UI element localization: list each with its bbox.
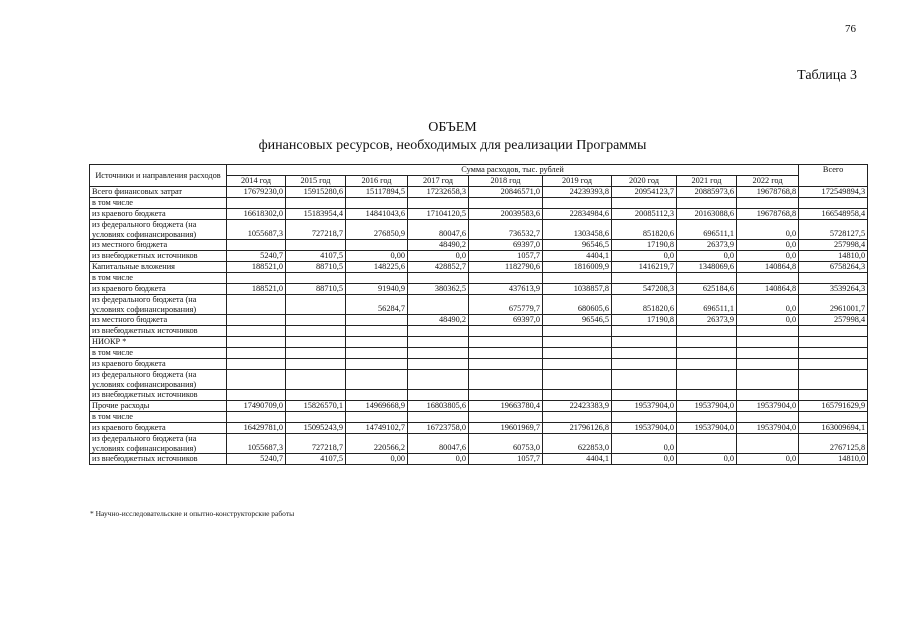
year-header: 2016 год xyxy=(346,176,408,187)
value-cell: 56284,7 xyxy=(346,295,408,315)
value-cell: 5240,7 xyxy=(227,251,286,262)
value-cell xyxy=(469,390,543,401)
total-cell: 257998,4 xyxy=(799,315,868,326)
value-cell xyxy=(612,390,677,401)
value-cell: 0,0 xyxy=(737,240,799,251)
value-cell: 16429781,0 xyxy=(227,423,286,434)
value-cell: 15095243,9 xyxy=(286,423,346,434)
value-cell xyxy=(227,337,286,348)
value-cell: 15915280,6 xyxy=(286,187,346,198)
value-cell xyxy=(737,273,799,284)
total-cell: 166548958,4 xyxy=(799,209,868,220)
value-cell xyxy=(346,412,408,423)
value-cell: 0,0 xyxy=(677,251,737,262)
value-cell: 16723758,0 xyxy=(408,423,469,434)
value-cell xyxy=(286,359,346,370)
value-cell xyxy=(286,370,346,390)
value-cell xyxy=(737,412,799,423)
value-cell: 4404,1 xyxy=(543,251,612,262)
value-cell: 428852,7 xyxy=(408,262,469,273)
value-cell: 22834984,6 xyxy=(543,209,612,220)
value-cell xyxy=(346,315,408,326)
row-label: из краевого бюджета xyxy=(90,284,227,295)
value-cell: 19678768,8 xyxy=(737,209,799,220)
value-cell: 19601969,7 xyxy=(469,423,543,434)
value-cell xyxy=(612,273,677,284)
row-label: из федерального бюджета (на условиях софинансирования) xyxy=(90,295,227,315)
value-cell xyxy=(408,412,469,423)
document-title: ОБЪЕМ xyxy=(428,120,477,135)
value-cell xyxy=(737,359,799,370)
value-cell xyxy=(227,390,286,401)
table-row xyxy=(90,390,868,401)
value-cell: 19537904,0 xyxy=(612,423,677,434)
value-cell xyxy=(677,359,737,370)
value-cell: 48490,2 xyxy=(408,240,469,251)
value-cell: 17232658,3 xyxy=(408,187,469,198)
value-cell xyxy=(543,348,612,359)
value-cell xyxy=(677,337,737,348)
value-cell xyxy=(677,370,737,390)
value-cell: 19537904,0 xyxy=(677,401,737,412)
row-label: из внебюджетных источников xyxy=(90,326,227,337)
value-cell: 1182790,6 xyxy=(469,262,543,273)
value-cell: 380362,5 xyxy=(408,284,469,295)
table-row xyxy=(90,359,868,370)
value-cell: 17679230,0 xyxy=(227,187,286,198)
value-cell: 14969668,9 xyxy=(346,401,408,412)
value-cell: 15117894,5 xyxy=(346,187,408,198)
value-cell xyxy=(286,273,346,284)
value-cell: 19678768,8 xyxy=(737,187,799,198)
page-number: 76 xyxy=(845,23,856,35)
table-row xyxy=(90,284,868,295)
table-row xyxy=(90,401,868,412)
value-cell xyxy=(227,240,286,251)
value-cell xyxy=(286,315,346,326)
value-cell: 1057,7 xyxy=(469,454,543,465)
table-row xyxy=(90,198,868,209)
value-cell xyxy=(408,359,469,370)
value-cell xyxy=(543,337,612,348)
value-cell: 14841043,6 xyxy=(346,209,408,220)
row-label: из внебюджетных источников xyxy=(90,390,227,401)
value-cell xyxy=(346,326,408,337)
total-cell xyxy=(799,337,868,348)
value-cell: 1348069,6 xyxy=(677,262,737,273)
value-cell xyxy=(346,198,408,209)
value-cell xyxy=(227,295,286,315)
row-label: из краевого бюджета xyxy=(90,209,227,220)
value-cell xyxy=(286,337,346,348)
value-cell: 437613,9 xyxy=(469,284,543,295)
value-cell: 1055687,3 xyxy=(227,220,286,240)
value-cell: 0,0 xyxy=(612,251,677,262)
value-cell: 80047,6 xyxy=(408,434,469,454)
table-body xyxy=(90,187,868,465)
value-cell: 0,0 xyxy=(408,454,469,465)
value-cell xyxy=(612,370,677,390)
table-row xyxy=(90,240,868,251)
value-cell xyxy=(612,412,677,423)
total-cell xyxy=(799,359,868,370)
budget-table xyxy=(89,164,868,465)
value-cell: 19537904,0 xyxy=(612,401,677,412)
table-row xyxy=(90,315,868,326)
value-cell: 91940,9 xyxy=(346,284,408,295)
value-cell: 96546,5 xyxy=(543,315,612,326)
value-cell xyxy=(677,198,737,209)
year-header: 2022 год xyxy=(737,176,799,187)
value-cell: 26373,9 xyxy=(677,240,737,251)
value-cell: 0,0 xyxy=(612,454,677,465)
value-cell xyxy=(737,370,799,390)
row-label: Капитальные вложения xyxy=(90,262,227,273)
value-cell xyxy=(677,348,737,359)
value-cell xyxy=(227,198,286,209)
value-cell: 22423383,9 xyxy=(543,401,612,412)
total-cell: 2767125,8 xyxy=(799,434,868,454)
value-cell: 15183954,4 xyxy=(286,209,346,220)
row-label: из краевого бюджета xyxy=(90,359,227,370)
value-cell: 0,0 xyxy=(677,454,737,465)
value-cell xyxy=(543,412,612,423)
value-cell: 17490709,0 xyxy=(227,401,286,412)
year-header: 2019 год xyxy=(543,176,612,187)
value-cell xyxy=(286,198,346,209)
table-row xyxy=(90,295,868,315)
value-cell xyxy=(469,198,543,209)
value-cell xyxy=(469,337,543,348)
value-cell xyxy=(408,348,469,359)
value-cell: 88710,5 xyxy=(286,284,346,295)
value-cell xyxy=(346,273,408,284)
value-cell: 0,0 xyxy=(612,434,677,454)
value-cell: 17190,8 xyxy=(612,240,677,251)
row-label: в том числе xyxy=(90,198,227,209)
total-cell: 165791629,9 xyxy=(799,401,868,412)
value-cell xyxy=(469,359,543,370)
value-cell xyxy=(408,337,469,348)
total-cell xyxy=(799,390,868,401)
value-cell: 17190,8 xyxy=(612,315,677,326)
value-cell: 69397,0 xyxy=(469,315,543,326)
value-cell xyxy=(469,326,543,337)
value-cell: 148225,6 xyxy=(346,262,408,273)
total-cell xyxy=(799,348,868,359)
value-cell xyxy=(469,348,543,359)
value-cell: 24239393,8 xyxy=(543,187,612,198)
row-label: из местного бюджета xyxy=(90,315,227,326)
value-cell xyxy=(227,315,286,326)
row-label: Прочие расходы xyxy=(90,401,227,412)
row-label: из внебюджетных источников xyxy=(90,454,227,465)
value-cell: 0,00 xyxy=(346,454,408,465)
value-cell xyxy=(227,273,286,284)
total-cell xyxy=(799,412,868,423)
value-cell xyxy=(543,370,612,390)
value-cell xyxy=(737,326,799,337)
total-cell: 163009694,1 xyxy=(799,423,868,434)
value-cell xyxy=(677,412,737,423)
value-cell xyxy=(737,434,799,454)
table-row xyxy=(90,348,868,359)
total-cell xyxy=(799,198,868,209)
value-cell: 696511,1 xyxy=(677,295,737,315)
row-label: в том числе xyxy=(90,273,227,284)
value-cell xyxy=(346,370,408,390)
value-cell: 1057,7 xyxy=(469,251,543,262)
value-cell: 1038857,8 xyxy=(543,284,612,295)
table-row xyxy=(90,187,868,198)
year-header: 2020 год xyxy=(612,176,677,187)
value-cell xyxy=(227,348,286,359)
total-cell: 3539264,3 xyxy=(799,284,868,295)
value-cell: 680605,6 xyxy=(543,295,612,315)
value-cell xyxy=(543,390,612,401)
value-cell xyxy=(677,326,737,337)
value-cell xyxy=(286,295,346,315)
value-cell xyxy=(677,273,737,284)
value-cell xyxy=(543,198,612,209)
row-label: НИОКР * xyxy=(90,337,227,348)
year-header: 2018 год xyxy=(469,176,543,187)
value-cell xyxy=(346,359,408,370)
row-label: Всего финансовых затрат xyxy=(90,187,227,198)
total-cell: 5728127,5 xyxy=(799,220,868,240)
year-header: 2017 год xyxy=(408,176,469,187)
value-cell xyxy=(286,412,346,423)
value-cell: 4404,1 xyxy=(543,454,612,465)
value-cell: 14749102,7 xyxy=(346,423,408,434)
value-cell xyxy=(612,198,677,209)
value-cell: 727218,7 xyxy=(286,434,346,454)
value-cell: 21796126,8 xyxy=(543,423,612,434)
value-cell: 140864,8 xyxy=(737,284,799,295)
value-cell xyxy=(737,390,799,401)
value-cell: 188521,0 xyxy=(227,284,286,295)
value-cell xyxy=(737,337,799,348)
value-cell: 622853,0 xyxy=(543,434,612,454)
value-cell: 696511,1 xyxy=(677,220,737,240)
value-cell: 20846571,0 xyxy=(469,187,543,198)
value-cell xyxy=(612,359,677,370)
row-label: из федерального бюджета (на условиях софинансирования) xyxy=(90,434,227,454)
value-cell: 625184,6 xyxy=(677,284,737,295)
value-cell: 20085112,3 xyxy=(612,209,677,220)
total-cell: 257998,4 xyxy=(799,240,868,251)
table-label: Таблица 3 xyxy=(797,68,857,83)
table-row xyxy=(90,454,868,465)
value-cell: 276850,9 xyxy=(346,220,408,240)
value-cell xyxy=(227,412,286,423)
value-cell xyxy=(408,370,469,390)
value-cell: 727218,7 xyxy=(286,220,346,240)
value-cell xyxy=(227,359,286,370)
value-cell: 0,0 xyxy=(737,315,799,326)
value-cell: 0,0 xyxy=(737,220,799,240)
value-cell xyxy=(227,370,286,390)
value-cell xyxy=(286,348,346,359)
value-cell: 0,0 xyxy=(737,295,799,315)
value-cell xyxy=(737,348,799,359)
value-cell: 1055687,3 xyxy=(227,434,286,454)
value-cell xyxy=(677,390,737,401)
row-label: из федерального бюджета (на условиях софинансирования) xyxy=(90,220,227,240)
value-cell: 17104120,5 xyxy=(408,209,469,220)
value-cell: 80047,6 xyxy=(408,220,469,240)
value-cell: 736532,7 xyxy=(469,220,543,240)
value-cell: 19537904,0 xyxy=(737,401,799,412)
value-cell: 88710,5 xyxy=(286,262,346,273)
row-label: в том числе xyxy=(90,412,227,423)
total-cell: 172549894,3 xyxy=(799,187,868,198)
header-total: Всего xyxy=(799,165,868,187)
header-sum: Сумма расходов, тыс. рублей xyxy=(227,165,799,176)
table-row xyxy=(90,209,868,220)
value-cell xyxy=(612,326,677,337)
value-cell: 19537904,0 xyxy=(677,423,737,434)
value-cell: 20163088,6 xyxy=(677,209,737,220)
row-label: из краевого бюджета xyxy=(90,423,227,434)
row-label: из федерального бюджета (на условиях софинансирования) xyxy=(90,370,227,390)
value-cell: 48490,2 xyxy=(408,315,469,326)
value-cell: 20954123,7 xyxy=(612,187,677,198)
value-cell xyxy=(346,348,408,359)
value-cell: 16803805,6 xyxy=(408,401,469,412)
table-row xyxy=(90,251,868,262)
value-cell: 1416219,7 xyxy=(612,262,677,273)
value-cell xyxy=(286,240,346,251)
value-cell xyxy=(612,348,677,359)
year-header: 2015 год xyxy=(286,176,346,187)
header-source: Источники и направления расходов xyxy=(90,165,227,187)
year-header: 2014 год xyxy=(227,176,286,187)
value-cell xyxy=(408,198,469,209)
value-cell xyxy=(677,434,737,454)
total-cell: 14810,0 xyxy=(799,454,868,465)
value-cell: 96546,5 xyxy=(543,240,612,251)
value-cell: 16618302,0 xyxy=(227,209,286,220)
table-row xyxy=(90,412,868,423)
value-cell: 188521,0 xyxy=(227,262,286,273)
row-label: из местного бюджета xyxy=(90,240,227,251)
value-cell xyxy=(543,359,612,370)
value-cell: 0,0 xyxy=(737,454,799,465)
value-cell xyxy=(543,326,612,337)
value-cell xyxy=(543,273,612,284)
value-cell xyxy=(408,295,469,315)
value-cell xyxy=(737,198,799,209)
table-row xyxy=(90,423,868,434)
value-cell xyxy=(469,412,543,423)
value-cell xyxy=(408,326,469,337)
value-cell: 4107,5 xyxy=(286,251,346,262)
value-cell xyxy=(469,370,543,390)
value-cell: 20885973,6 xyxy=(677,187,737,198)
total-cell xyxy=(799,273,868,284)
value-cell xyxy=(346,337,408,348)
value-cell: 851820,6 xyxy=(612,295,677,315)
total-cell: 6758264,3 xyxy=(799,262,868,273)
value-cell: 1816009,9 xyxy=(543,262,612,273)
table-row xyxy=(90,326,868,337)
value-cell xyxy=(469,273,543,284)
year-header: 2021 год xyxy=(677,176,737,187)
table-row xyxy=(90,262,868,273)
value-cell: 19537904,0 xyxy=(737,423,799,434)
value-cell: 0,00 xyxy=(346,251,408,262)
value-cell: 20039583,6 xyxy=(469,209,543,220)
value-cell: 0,0 xyxy=(408,251,469,262)
value-cell: 220566,2 xyxy=(346,434,408,454)
value-cell xyxy=(408,390,469,401)
value-cell: 4107,5 xyxy=(286,454,346,465)
value-cell: 675779,7 xyxy=(469,295,543,315)
footnote: * Научно-исследовательские и опытно-конструкторские работы xyxy=(90,509,295,518)
table-row xyxy=(90,337,868,348)
value-cell xyxy=(286,390,346,401)
value-cell: 60753,0 xyxy=(469,434,543,454)
row-label: из внебюджетных источников xyxy=(90,251,227,262)
table-row xyxy=(90,220,868,240)
table-row xyxy=(90,273,868,284)
value-cell xyxy=(286,326,346,337)
value-cell: 15826570,1 xyxy=(286,401,346,412)
value-cell: 140864,8 xyxy=(737,262,799,273)
row-label: в том числе xyxy=(90,348,227,359)
value-cell: 19663780,4 xyxy=(469,401,543,412)
total-cell: 14810,0 xyxy=(799,251,868,262)
total-cell xyxy=(799,370,868,390)
value-cell xyxy=(346,240,408,251)
value-cell: 69397,0 xyxy=(469,240,543,251)
table-row xyxy=(90,370,868,390)
value-cell: 0,0 xyxy=(737,251,799,262)
value-cell xyxy=(227,326,286,337)
value-cell xyxy=(612,337,677,348)
total-cell: 2961001,7 xyxy=(799,295,868,315)
document-subtitle: финансовых ресурсов, необходимых для реализации Программы xyxy=(258,138,647,153)
value-cell: 1303458,6 xyxy=(543,220,612,240)
value-cell xyxy=(408,273,469,284)
total-cell xyxy=(799,326,868,337)
value-cell: 547208,3 xyxy=(612,284,677,295)
table-row xyxy=(90,434,868,454)
value-cell: 5240,7 xyxy=(227,454,286,465)
value-cell xyxy=(346,390,408,401)
value-cell: 851820,6 xyxy=(612,220,677,240)
value-cell: 26373,9 xyxy=(677,315,737,326)
